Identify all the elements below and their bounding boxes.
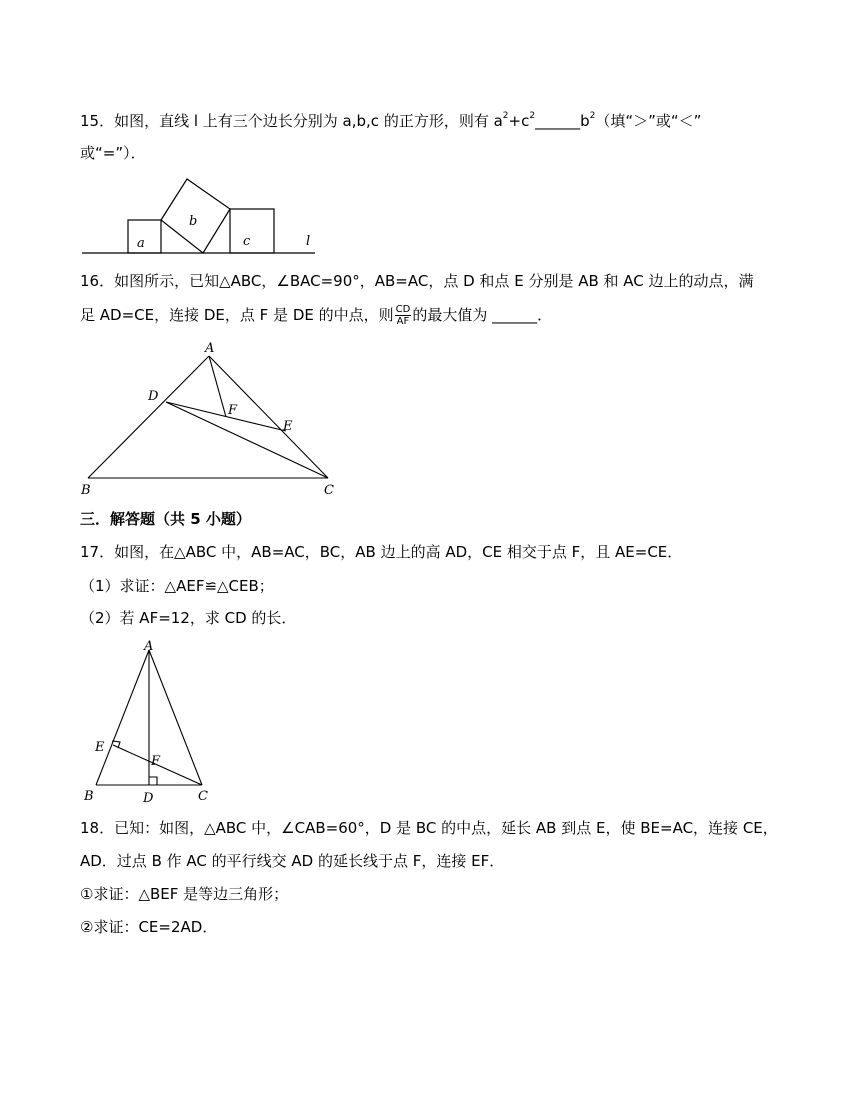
- q16-figure: [80, 338, 340, 498]
- q17-figure: [80, 638, 220, 806]
- label-A: A: [205, 341, 215, 356]
- q17-part1: （1）求证：△AEF≌△CEB；: [80, 577, 274, 595]
- label-F: F: [228, 403, 238, 418]
- q18-line2: AD．过点 B 作 AC 的平行线交 AD 的延长线于点 F，连接 EF．: [80, 852, 505, 870]
- label-D: D: [143, 791, 154, 806]
- label-E: E: [283, 419, 293, 434]
- q15-plus-c: +c: [508, 112, 530, 130]
- q16-fraction: [395, 304, 412, 327]
- q15-exp-c: 2: [529, 111, 536, 121]
- q16-line2: [80, 304, 552, 327]
- label-a: a: [137, 236, 145, 251]
- q17-part2: （2）若 AF=12，求 CD 的长．: [80, 609, 297, 627]
- label-C: C: [324, 483, 334, 498]
- label-c: c: [243, 234, 251, 249]
- label-C: C: [198, 789, 208, 804]
- q15-b: b: [580, 112, 590, 130]
- label-b: b: [189, 214, 198, 229]
- label-A: A: [144, 639, 154, 654]
- q18-part1: ①求证：△BEF 是等边三角形；: [80, 885, 289, 903]
- fraction-denominator: AF: [396, 316, 410, 327]
- q15-instruction: （填“＞”或“＜”: [595, 112, 702, 130]
- q15-line2: 或“=”）．: [80, 144, 146, 162]
- square-c: [230, 209, 274, 253]
- q18-line1: 18．已知：如图，△ABC 中，∠CAB=60°，D 是 BC 的中点，延长 AB 到点 E，使 BE=AC，连接 CE，: [80, 819, 778, 837]
- section-title: 三．解答题（共 5 小题）: [80, 510, 251, 528]
- label-l: l: [306, 234, 311, 249]
- q16-line1: 16．如图所示，已知△ABC，∠BAC=90°，AB=AC，点 D 和点 E 分别是 AB 和 AC 边上的动点，满: [80, 272, 754, 290]
- label-B: B: [81, 483, 91, 498]
- label-D: D: [148, 389, 159, 404]
- q17-line1: 17．如图，在△ABC 中，AB=AC，BC，AB 边上的高 AD，CE 相交于点 F，且 AE=CE．: [80, 543, 683, 561]
- q15-exp-a: 2: [502, 111, 509, 121]
- q16-line2-a: 足 AD=CE，连接 DE，点 F 是 DE 的中点，则: [80, 306, 394, 324]
- label-F: F: [151, 754, 161, 769]
- fraction-numerator: CD: [395, 304, 411, 315]
- q15-line1: [80, 108, 701, 131]
- q15-blank: ______: [535, 112, 581, 130]
- label-E: E: [95, 740, 105, 755]
- q16-line2-b: 的最大值为 ______．: [412, 306, 553, 324]
- label-B: B: [84, 789, 94, 804]
- q15-figure: [80, 175, 320, 260]
- q15-text: 15．如图，直线 l 上有三个边长分别为 a,b,c 的正方形，则有 a: [80, 112, 503, 130]
- q18-part2: ②求证：CE=2AD．: [80, 918, 218, 936]
- q15-exp-b: 2: [589, 111, 596, 121]
